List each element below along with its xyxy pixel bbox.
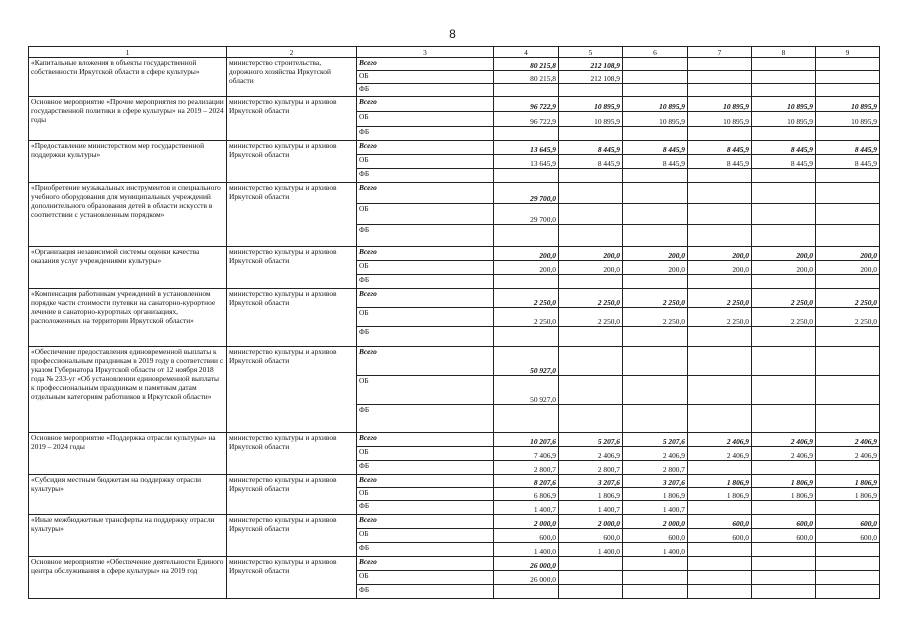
amount-cell <box>494 405 559 433</box>
amount-cell <box>559 127 623 141</box>
amount-cell <box>752 543 816 557</box>
measure-name-cell: Основное мероприятие «Прочие мероприятия по реализации государственной политики в сфере культуры» на 2019 – 2024 годы <box>29 97 227 141</box>
amount-cell: 200,0 <box>623 261 688 275</box>
amount-cell: 2 000,0 <box>494 515 559 529</box>
header-cell: 9 <box>816 47 880 58</box>
amount-cell <box>688 204 752 225</box>
amount-cell <box>623 347 688 376</box>
header-cell: 4 <box>494 47 559 58</box>
table-body <box>29 47 880 599</box>
header-cell: 2 <box>227 47 357 58</box>
amount-cell <box>559 169 623 183</box>
amount-cell: 5 207,6 <box>559 433 623 447</box>
amount-cell: 8 445,9 <box>688 141 752 155</box>
amount-cell: 2 250,0 <box>494 308 559 327</box>
amount-cell: 10 895,9 <box>559 97 623 112</box>
amount-cell <box>816 347 880 376</box>
amount-cell <box>623 204 688 225</box>
funding-source-cell: ФБ <box>357 225 494 247</box>
amount-cell: 600,0 <box>752 529 816 543</box>
funding-source-cell: ОБ <box>357 529 494 543</box>
amount-cell <box>816 543 880 557</box>
amount-cell: 2 000,0 <box>623 515 688 529</box>
amount-cell <box>688 405 752 433</box>
amount-cell: 2 406,9 <box>816 447 880 461</box>
amount-cell: 1 806,9 <box>688 488 752 501</box>
amount-cell: 1 806,9 <box>816 488 880 501</box>
amount-cell: 200,0 <box>494 261 559 275</box>
amount-cell <box>688 347 752 376</box>
amount-cell <box>752 347 816 376</box>
amount-cell: 8 445,9 <box>623 141 688 155</box>
amount-cell <box>816 376 880 405</box>
amount-cell <box>688 84 752 97</box>
amount-cell <box>752 571 816 585</box>
amount-cell <box>623 169 688 183</box>
amount-cell: 2 000,0 <box>559 515 623 529</box>
funding-source-cell: ФБ <box>357 169 494 183</box>
amount-cell: 10 207,6 <box>494 433 559 447</box>
amount-cell <box>559 84 623 97</box>
amount-cell: 1 400,7 <box>494 501 559 515</box>
amount-cell: 1 400,0 <box>623 543 688 557</box>
funding-source-cell: ФБ <box>357 585 494 599</box>
table-row <box>29 557 880 571</box>
funding-source-cell: ОБ <box>357 447 494 461</box>
amount-cell <box>559 585 623 599</box>
amount-cell: 2 250,0 <box>816 289 880 308</box>
amount-cell <box>816 327 880 347</box>
amount-cell <box>752 225 816 247</box>
amount-cell <box>623 585 688 599</box>
measure-name-cell: «Субсидия местным бюджетам на поддержку отрасли культуры» <box>29 475 227 515</box>
amount-cell <box>623 557 688 571</box>
amount-cell: 3 207,6 <box>559 475 623 488</box>
amount-cell: 2 250,0 <box>559 308 623 327</box>
responsible-org-cell: министерство культуры и архивов Иркутской области <box>227 347 357 433</box>
header-cell: 5 <box>559 47 623 58</box>
measure-name-cell: «Капитальные вложения в объекты государственной собственности Иркутской области в сфере культуры» <box>29 58 227 97</box>
amount-cell: 1 400,7 <box>623 501 688 515</box>
responsible-org-cell: министерство культуры и архивов Иркутской области <box>227 247 357 289</box>
amount-cell <box>494 275 559 289</box>
amount-cell: 200,0 <box>623 247 688 261</box>
funding-source-cell: ОБ <box>357 571 494 585</box>
amount-cell <box>688 461 752 475</box>
amount-cell <box>494 127 559 141</box>
amount-cell <box>752 327 816 347</box>
amount-cell <box>623 571 688 585</box>
amount-cell: 10 895,9 <box>752 97 816 112</box>
measure-name-cell: Основное мероприятие «Обеспечение деятельности Единого центра обслуживания в сфере культуры» на 2019 год <box>29 557 227 599</box>
amount-cell: 2 406,9 <box>559 447 623 461</box>
amount-cell: 8 445,9 <box>752 155 816 169</box>
amount-cell: 29 700,0 <box>494 183 559 204</box>
amount-cell: 8 445,9 <box>623 155 688 169</box>
amount-cell: 8 445,9 <box>752 141 816 155</box>
amount-cell <box>688 585 752 599</box>
amount-cell: 10 895,9 <box>623 97 688 112</box>
amount-cell: 200,0 <box>688 261 752 275</box>
funding-source-cell: Всего <box>357 183 494 204</box>
funding-source-cell: Всего <box>357 289 494 308</box>
amount-cell: 600,0 <box>623 529 688 543</box>
funding-source-cell: ФБ <box>357 501 494 515</box>
responsible-org-cell: министерство культуры и архивов Иркутской области <box>227 183 357 247</box>
amount-cell <box>688 571 752 585</box>
amount-cell: 10 895,9 <box>816 112 880 127</box>
funding-source-cell: ОБ <box>357 204 494 225</box>
amount-cell: 2 250,0 <box>559 289 623 308</box>
amount-cell: 200,0 <box>559 247 623 261</box>
amount-cell: 600,0 <box>752 515 816 529</box>
header-cell: 8 <box>752 47 816 58</box>
amount-cell: 8 445,9 <box>816 155 880 169</box>
amount-cell <box>752 127 816 141</box>
amount-cell <box>688 376 752 405</box>
amount-cell: 200,0 <box>559 261 623 275</box>
amount-cell: 13 645,9 <box>494 155 559 169</box>
amount-cell: 600,0 <box>688 515 752 529</box>
amount-cell: 200,0 <box>688 247 752 261</box>
amount-cell <box>559 225 623 247</box>
amount-cell: 1 806,9 <box>688 475 752 488</box>
amount-cell: 2 406,9 <box>623 447 688 461</box>
amount-cell <box>752 275 816 289</box>
responsible-org-cell: министерство культуры и архивов Иркутской области <box>227 515 357 557</box>
funding-source-cell: ФБ <box>357 405 494 433</box>
table-header-row <box>29 47 880 58</box>
funding-source-cell: ФБ <box>357 461 494 475</box>
amount-cell: 10 895,9 <box>752 112 816 127</box>
amount-cell: 8 445,9 <box>688 155 752 169</box>
amount-cell: 10 895,9 <box>559 112 623 127</box>
amount-cell <box>816 405 880 433</box>
funding-source-cell: ОБ <box>357 488 494 501</box>
funding-source-cell: ОБ <box>357 376 494 405</box>
funding-source-cell: ОБ <box>357 112 494 127</box>
funding-source-cell: Всего <box>357 247 494 261</box>
amount-cell <box>816 58 880 71</box>
amount-cell <box>816 571 880 585</box>
amount-cell <box>494 327 559 347</box>
amount-cell: 2 406,9 <box>816 433 880 447</box>
amount-cell <box>752 204 816 225</box>
amount-cell: 3 207,6 <box>623 475 688 488</box>
amount-cell <box>688 501 752 515</box>
amount-cell <box>816 71 880 84</box>
amount-cell <box>559 405 623 433</box>
amount-cell <box>816 557 880 571</box>
funding-source-cell: Всего <box>357 515 494 529</box>
amount-cell: 1 806,9 <box>752 488 816 501</box>
amount-cell <box>752 84 816 97</box>
amount-cell <box>752 376 816 405</box>
amount-cell <box>688 71 752 84</box>
amount-cell: 29 700,0 <box>494 204 559 225</box>
amount-cell: 600,0 <box>816 529 880 543</box>
amount-cell: 200,0 <box>494 247 559 261</box>
amount-cell: 8 207,6 <box>494 475 559 488</box>
amount-cell <box>559 204 623 225</box>
responsible-org-cell: министерство культуры и архивов Иркутской области <box>227 97 357 141</box>
amount-cell <box>816 501 880 515</box>
amount-cell <box>752 557 816 571</box>
amount-cell: 96 722,9 <box>494 97 559 112</box>
amount-cell: 1 806,9 <box>559 488 623 501</box>
amount-cell <box>688 169 752 183</box>
amount-cell <box>688 127 752 141</box>
amount-cell: 10 895,9 <box>688 97 752 112</box>
amount-cell: 212 108,9 <box>559 58 623 71</box>
amount-cell: 2 250,0 <box>494 289 559 308</box>
funding-source-cell: ФБ <box>357 275 494 289</box>
amount-cell: 600,0 <box>816 515 880 529</box>
header-cell: 6 <box>623 47 688 58</box>
amount-cell: 1 806,9 <box>623 488 688 501</box>
amount-cell <box>752 405 816 433</box>
amount-cell <box>559 347 623 376</box>
funding-source-cell: ОБ <box>357 71 494 84</box>
amount-cell: 200,0 <box>752 261 816 275</box>
amount-cell <box>752 585 816 599</box>
amount-cell <box>494 225 559 247</box>
amount-cell: 8 445,9 <box>816 141 880 155</box>
amount-cell <box>623 225 688 247</box>
funding-source-cell: ФБ <box>357 327 494 347</box>
amount-cell: 50 927,0 <box>494 376 559 405</box>
amount-cell: 2 250,0 <box>752 308 816 327</box>
amount-cell: 200,0 <box>816 247 880 261</box>
amount-cell: 2 406,9 <box>752 433 816 447</box>
amount-cell <box>752 183 816 204</box>
amount-cell <box>559 327 623 347</box>
amount-cell <box>816 275 880 289</box>
amount-cell <box>752 169 816 183</box>
funding-source-cell: ФБ <box>357 84 494 97</box>
measure-name-cell: «Приобретение музыкальных инструментов и специального учебного оборудования для муниципальных учреждений дополнительного образования детей в области искусств в соответствии с установленным порядком» <box>29 183 227 247</box>
amount-cell: 8 445,9 <box>559 155 623 169</box>
amount-cell <box>494 169 559 183</box>
funding-source-cell: ОБ <box>357 155 494 169</box>
amount-cell: 1 806,9 <box>752 475 816 488</box>
amount-cell <box>559 557 623 571</box>
amount-cell: 2 250,0 <box>752 289 816 308</box>
amount-cell <box>623 275 688 289</box>
amount-cell: 80 215,8 <box>494 71 559 84</box>
amount-cell: 600,0 <box>559 529 623 543</box>
funding-source-cell: ФБ <box>357 127 494 141</box>
amount-cell <box>752 71 816 84</box>
funding-source-cell: Всего <box>357 141 494 155</box>
measure-name-cell: Основное мероприятие «Поддержка отрасли культуры» на 2019 – 2024 годы <box>29 433 227 475</box>
amount-cell <box>688 543 752 557</box>
amount-cell <box>816 84 880 97</box>
amount-cell: 1 806,9 <box>816 475 880 488</box>
measure-name-cell: «Организация независимой системы оценки качества оказания услуг учреждениями культуры» <box>29 247 227 289</box>
amount-cell: 50 927,0 <box>494 347 559 376</box>
amount-cell: 1 400,7 <box>559 501 623 515</box>
amount-cell: 96 722,9 <box>494 112 559 127</box>
funding-source-cell: Всего <box>357 97 494 112</box>
measure-name-cell: «Предоставление министерством мер государственной поддержки культуры» <box>29 141 227 183</box>
amount-cell: 10 895,9 <box>816 97 880 112</box>
amount-cell <box>623 127 688 141</box>
table-row <box>29 347 880 376</box>
amount-cell: 1 400,0 <box>494 543 559 557</box>
amount-cell <box>559 183 623 204</box>
measure-name-cell: «Иные межбюджетные трансферты на поддержку отрасли культуры» <box>29 515 227 557</box>
amount-cell: 6 806,9 <box>494 488 559 501</box>
amount-cell <box>816 225 880 247</box>
amount-cell <box>623 327 688 347</box>
amount-cell <box>623 84 688 97</box>
table-row <box>29 58 880 71</box>
amount-cell: 10 895,9 <box>688 112 752 127</box>
amount-cell: 5 207,6 <box>623 433 688 447</box>
funding-source-cell: Всего <box>357 433 494 447</box>
responsible-org-cell: министерство культуры и архивов Иркутской области <box>227 141 357 183</box>
amount-cell: 26 000,0 <box>494 557 559 571</box>
table-row <box>29 475 880 488</box>
amount-cell: 600,0 <box>688 529 752 543</box>
amount-cell <box>688 275 752 289</box>
amount-cell: 10 895,9 <box>623 112 688 127</box>
amount-cell: 2 406,9 <box>752 447 816 461</box>
responsible-org-cell: министерство культуры и архивов Иркутской области <box>227 475 357 515</box>
amount-cell <box>688 225 752 247</box>
amount-cell <box>752 501 816 515</box>
amount-cell: 7 406,9 <box>494 447 559 461</box>
responsible-org-cell: министерство культуры и архивов Иркутской области <box>227 557 357 599</box>
table-row <box>29 515 880 529</box>
amount-cell <box>559 571 623 585</box>
amount-cell <box>816 204 880 225</box>
amount-cell: 2 800,7 <box>494 461 559 475</box>
amount-cell: 2 406,9 <box>688 433 752 447</box>
amount-cell: 8 445,9 <box>559 141 623 155</box>
table-row <box>29 247 880 261</box>
amount-cell <box>816 169 880 183</box>
amount-cell: 2 250,0 <box>623 289 688 308</box>
amount-cell <box>623 58 688 71</box>
budget-table <box>28 46 880 599</box>
amount-cell: 13 645,9 <box>494 141 559 155</box>
table-row <box>29 183 880 204</box>
amount-cell: 80 215,8 <box>494 58 559 71</box>
amount-cell <box>559 275 623 289</box>
table-row <box>29 433 880 447</box>
responsible-org-cell: министерство культуры и архивов Иркутской области <box>227 433 357 475</box>
amount-cell <box>559 376 623 405</box>
funding-source-cell: Всего <box>357 58 494 71</box>
amount-cell: 26 000,0 <box>494 571 559 585</box>
responsible-org-cell: министерство строительства, дорожного хозяйства Иркутской области <box>227 58 357 97</box>
amount-cell: 1 400,0 <box>559 543 623 557</box>
amount-cell: 2 800,7 <box>559 461 623 475</box>
amount-cell <box>688 183 752 204</box>
amount-cell <box>816 461 880 475</box>
amount-cell <box>688 58 752 71</box>
amount-cell: 2 800,7 <box>623 461 688 475</box>
page-number: 8 <box>449 27 456 41</box>
amount-cell: 2 406,9 <box>688 447 752 461</box>
amount-cell <box>816 183 880 204</box>
amount-cell: 2 250,0 <box>688 308 752 327</box>
table-row <box>29 289 880 308</box>
amount-cell <box>816 585 880 599</box>
measure-name-cell: «Обеспечение предоставления единовременной выплаты к профессиональным праздникам в 2019 году в соответствии с указом Губернатора Иркутской области от 12 ноября 2018 года № 233-уг «Об установлении единовременной выплаты к профессиональным праздникам и памятным датам отдельным категориям работников в Иркутской области» <box>29 347 227 433</box>
amount-cell: 2 250,0 <box>623 308 688 327</box>
amount-cell <box>494 84 559 97</box>
amount-cell <box>688 557 752 571</box>
amount-cell: 600,0 <box>494 529 559 543</box>
responsible-org-cell: министерство культуры и архивов Иркутской области <box>227 289 357 347</box>
amount-cell <box>494 585 559 599</box>
amount-cell: 200,0 <box>816 261 880 275</box>
amount-cell <box>752 58 816 71</box>
amount-cell: 212 108,9 <box>559 71 623 84</box>
amount-cell <box>623 183 688 204</box>
funding-source-cell: Всего <box>357 347 494 376</box>
table-row <box>29 141 880 155</box>
measure-name-cell: «Компенсация работникам учреждений в установленном порядке части стоимости путевки на санаторно-курортное лечение в санаторно-курортных организациях, расположенных на территории Иркутской области» <box>29 289 227 347</box>
amount-cell: 2 250,0 <box>688 289 752 308</box>
funding-source-cell: ОБ <box>357 308 494 327</box>
amount-cell <box>688 327 752 347</box>
amount-cell <box>623 405 688 433</box>
amount-cell <box>752 461 816 475</box>
funding-source-cell: Всего <box>357 557 494 571</box>
amount-cell <box>816 127 880 141</box>
funding-source-cell: ОБ <box>357 261 494 275</box>
header-cell: 1 <box>29 47 227 58</box>
funding-source-cell: Всего <box>357 475 494 488</box>
table-row <box>29 97 880 112</box>
amount-cell <box>623 71 688 84</box>
funding-source-cell: ФБ <box>357 543 494 557</box>
amount-cell <box>623 376 688 405</box>
amount-cell: 2 250,0 <box>816 308 880 327</box>
header-cell: 3 <box>357 47 494 58</box>
amount-cell: 200,0 <box>752 247 816 261</box>
header-cell: 7 <box>688 47 752 58</box>
